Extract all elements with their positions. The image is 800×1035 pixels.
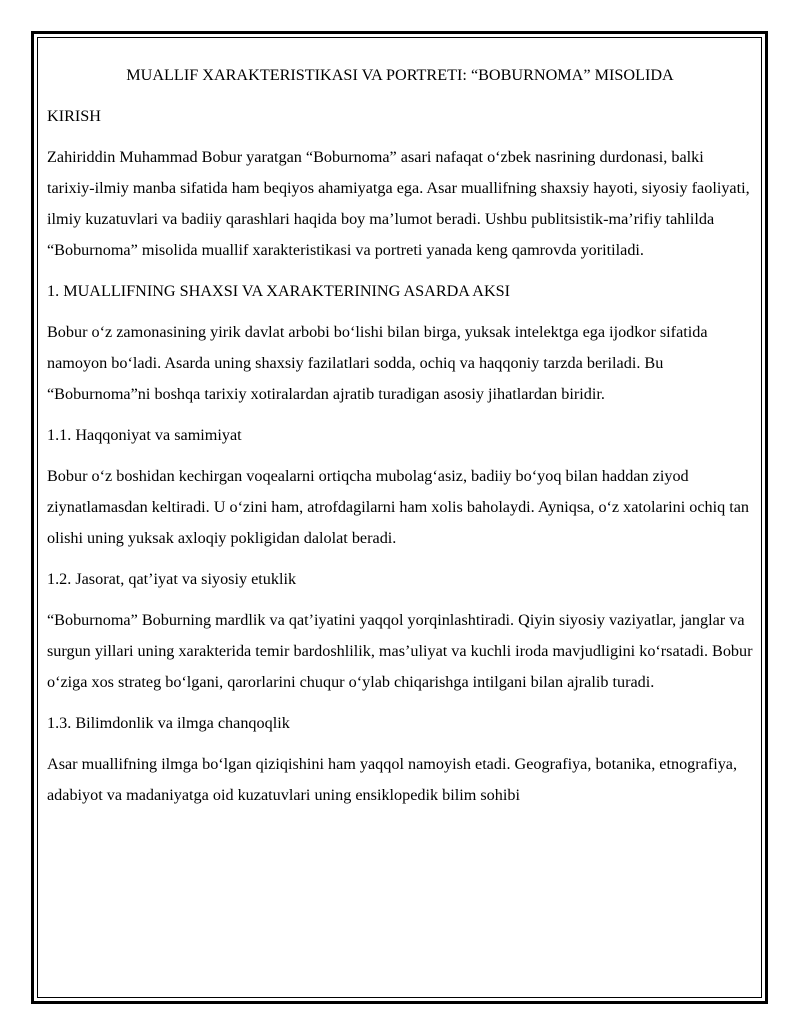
subsection-1-2-heading: 1.2. Jasorat, qat’iyat va siyosiy etuklik [47, 570, 297, 588]
section-1-paragraph: Bobur o‘z zamonasining yirik davlat arbobi bo‘lishi bilan birga, yuksak intelektga ega ijodkor sifatida namoyon bo‘ladi. Asarda uning shaxsiy fazilatlari sodda, ochiq va haqqoniy tarzda beriladi. Bu “Boburnoma”ni boshqa tarixiy xotiralardan ajratib turadigan asosiy jihatlardan biridir. [47, 323, 708, 403]
subsection-1-1-paragraph: Bobur o‘z boshidan kechirgan voqealarni ortiqcha mubolag‘asiz, badiiy bo‘yoq bilan haddan ziyod ziynatlamasdan keltiradi. U o‘zini ham, atrofdagilarni ham xolis baholaydi. Ayniqsa, o‘z xatolarini ochiq tan olishi uning yuksak axloqiy pokligidan dalolat beradi. [47, 467, 750, 547]
subsection-1-2-paragraph: “Boburnoma” Boburning mardlik va qat’iyatini yaqqol yorqinlashtiradi. Qiyin siyosiy vaziyatlar, janglar va surgun yillari uning xarakterida temir bardoshlilik, mas’uliyat va kuchli iroda mavjudligini ko‘rsatadi. Bobur o‘ziga xos strateg bo‘lgani, qarorlarini chuqur o‘ylab chiqarishga intilgani bilan ajralib turadi. [47, 611, 753, 691]
intro-paragraph: Zahiriddin Muhammad Bobur yaratgan “Boburnoma” asari nafaqat o‘zbek nasrining durdonasi, balki tarixiy-ilmiy manba sifatida ham beqiyos ahamiyatga ega. Asar muallifning shaxsiy hayoti, siyosiy faoliyati, ilmiy kuzatuvlari va badiiy qarashlari haqida boy ma’lumot beradi. Ushbu publitsistik-ma’rifiy tahlilda “Boburnoma” misolida muallif xarakteristikasi va portreti yanada keng qamrovda yoritiladi. [47, 148, 750, 259]
document-body [47, 60, 753, 821]
subsection-1-3-paragraph: Asar muallifning ilmga bo‘lgan qiziqishini ham yaqqol namoyish etadi. Geografiya, botanika, etnografiya, adabiyot va madaniyatga oid kuzatuvlari uning ensiklopedik bilim sohibi [47, 755, 738, 804]
subsection-1-3-heading: 1.3. Bilimdonlik va ilmga chanqoqlik [47, 714, 290, 732]
intro-heading: KIRISH [47, 107, 101, 125]
section-1-heading: 1. MUALLIFNING SHAXSI VA XARAKTERINING ASARDA AKSI [47, 282, 511, 300]
document-title: MUALLIF XARAKTERISTIKASI VA PORTRETI: “BOBURNOMA” MISOLIDA [126, 66, 674, 84]
subsection-1-1-heading: 1.1. Haqqoniyat va samimiyat [47, 426, 242, 444]
